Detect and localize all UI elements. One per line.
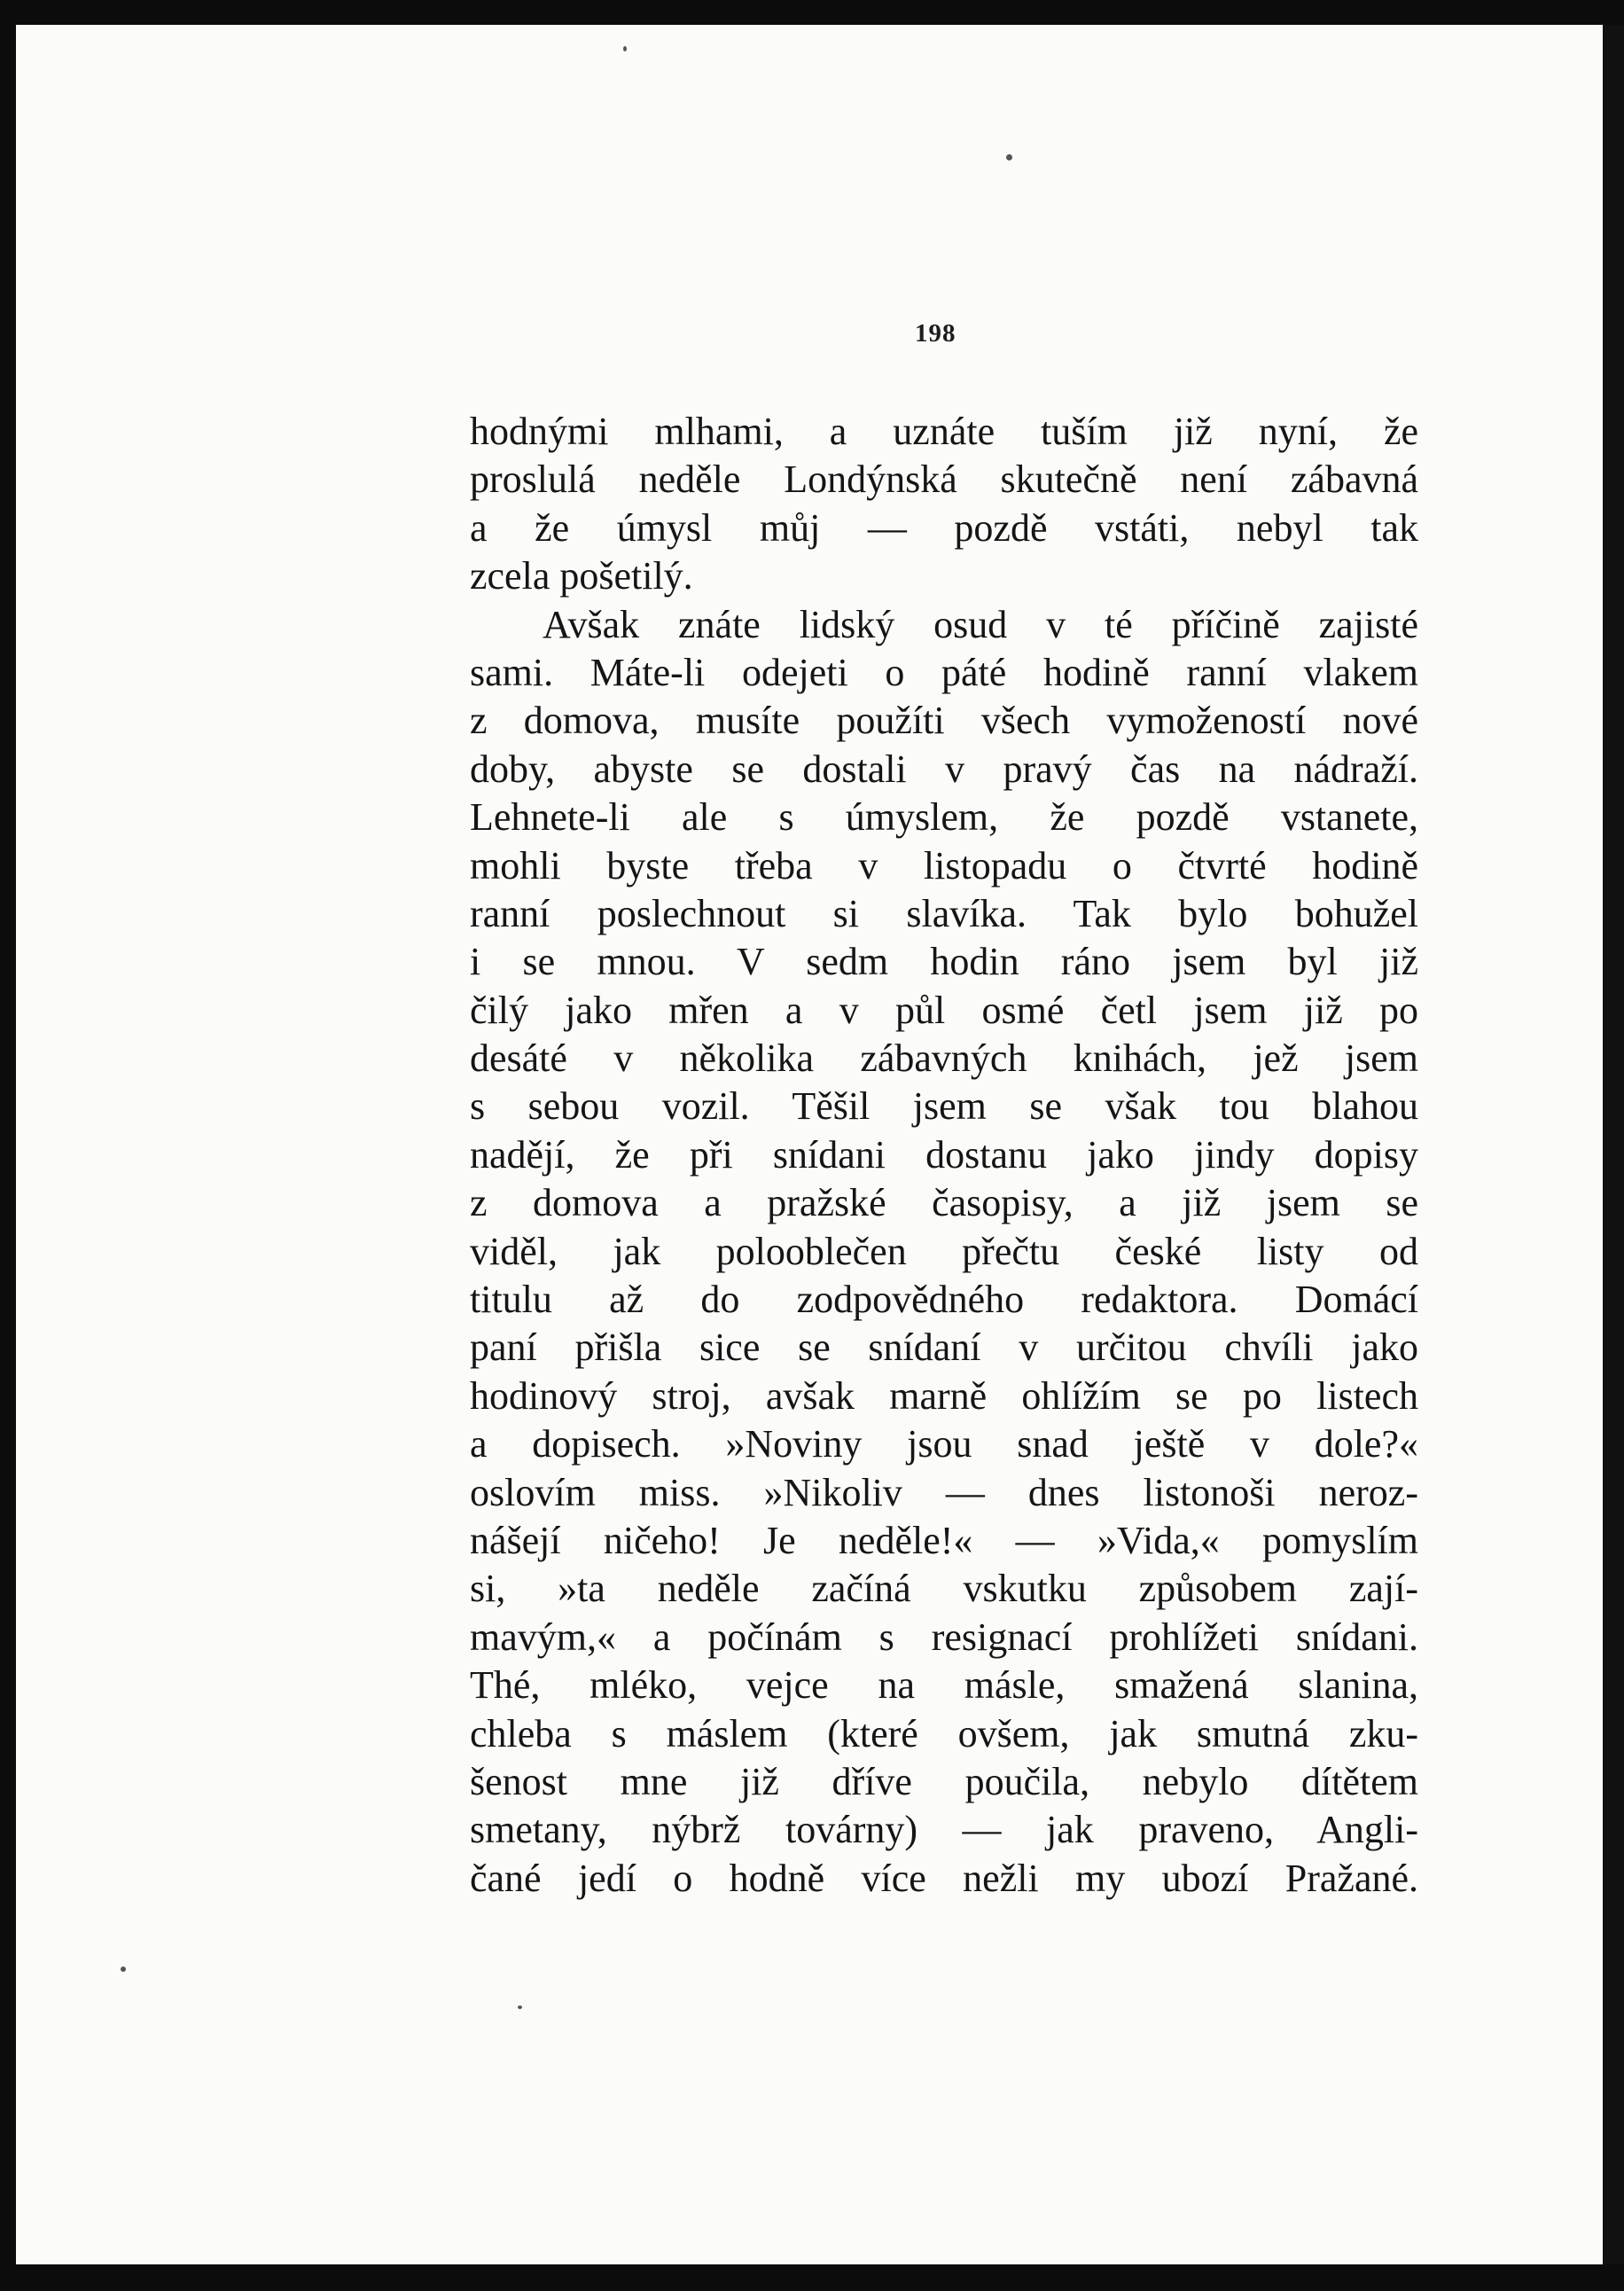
page-text xyxy=(470,408,1418,1903)
text-line: paní přišla sice se snídaní v určitou chvíli jako xyxy=(470,1325,1418,1370)
text-line: nadějí, že při snídani dostanu jako jindy dopisy xyxy=(470,1132,1418,1177)
text-line: viděl, jak polooblečen přečtu české listy od xyxy=(470,1229,1418,1273)
text-line: sami. Máte-li odejeti o páté hodině ranní vlakem xyxy=(470,650,1418,694)
text-line: čilý jako mřen a v půl osmé četl jsem již po xyxy=(470,988,1418,1032)
text-line: z domova a pražské časopisy, a již jsem se xyxy=(470,1181,1418,1225)
page-edge-shadow xyxy=(1603,25,1624,2264)
dust-speck xyxy=(121,1967,126,1972)
text-line: Lehnete-li ale s úmyslem, že pozdě vstanete, xyxy=(470,795,1418,840)
text-line: oslovím miss. »Nikoliv — dnes listonoši neroz- xyxy=(470,1470,1418,1514)
dust-speck xyxy=(1006,154,1012,160)
text-line: mohli byste třeba v listopadu o čtvrté hodině xyxy=(470,843,1418,887)
text-line: hodinový stroj, avšak marně ohlížím se po listech xyxy=(470,1373,1418,1418)
text-line: si, »ta neděle začíná vskutku způsobem zají- xyxy=(470,1567,1418,1611)
text-line: nášejí ničeho! Je neděle!« — »Vida,« pomyslím xyxy=(470,1518,1418,1562)
text-line: smetany, nýbrž továrny) — jak praveno, Angli- xyxy=(470,1808,1418,1852)
text-line: Avšak znáte lidský osud v té příčině zajisté xyxy=(543,602,1418,646)
text-line: s sebou vozil. Těšil jsem se však tou blahou xyxy=(470,1084,1418,1129)
dust-speck xyxy=(518,2006,522,2009)
text-line: proslulá neděle Londýnská skutečně není zábavná xyxy=(470,457,1418,502)
text-line: doby, abyste se dostali v pravý čas na nádraží. xyxy=(470,747,1418,791)
text-line: i se mnou. V sedm hodin ráno jsem byl již xyxy=(470,940,1418,984)
text-line: hodnými mlhami, a uznáte tuším již nyní, že xyxy=(470,410,1418,453)
text-line: chleba s máslem (které ovšem, jak smutná zku- xyxy=(470,1711,1418,1755)
text-line: šenost mne již dříve poučila, nebylo dítětem xyxy=(470,1759,1418,1803)
text-line: desáté v několika zábavných knihách, jež jsem xyxy=(470,1036,1418,1081)
page-number: 198 xyxy=(915,319,956,348)
text-line: zcela pošetilý. xyxy=(470,554,693,598)
text-line: a dopisech. »Noviny jsou snad ještě v dole?« xyxy=(470,1422,1418,1466)
text-line: Thé, mléko, vejce na másle, smažená slanina, xyxy=(470,1663,1418,1708)
text-line: čané jedí o hodně více nežli my ubozí Pražané. xyxy=(470,1856,1418,1900)
text-line: mavým,« a počínám s resignací prohlížeti snídani. xyxy=(470,1615,1418,1659)
text-line: z domova, musíte použíti všech vymožeností nové xyxy=(470,699,1418,743)
text-line: titulu až do zodpovědného redaktora. Domácí xyxy=(470,1278,1418,1322)
dust-speck xyxy=(623,46,627,51)
text-line: a že úmysl můj — pozdě vstáti, nebyl tak xyxy=(470,505,1418,550)
text-line: ranní poslechnout si slavíka. Tak bylo bohužel xyxy=(470,891,1418,935)
